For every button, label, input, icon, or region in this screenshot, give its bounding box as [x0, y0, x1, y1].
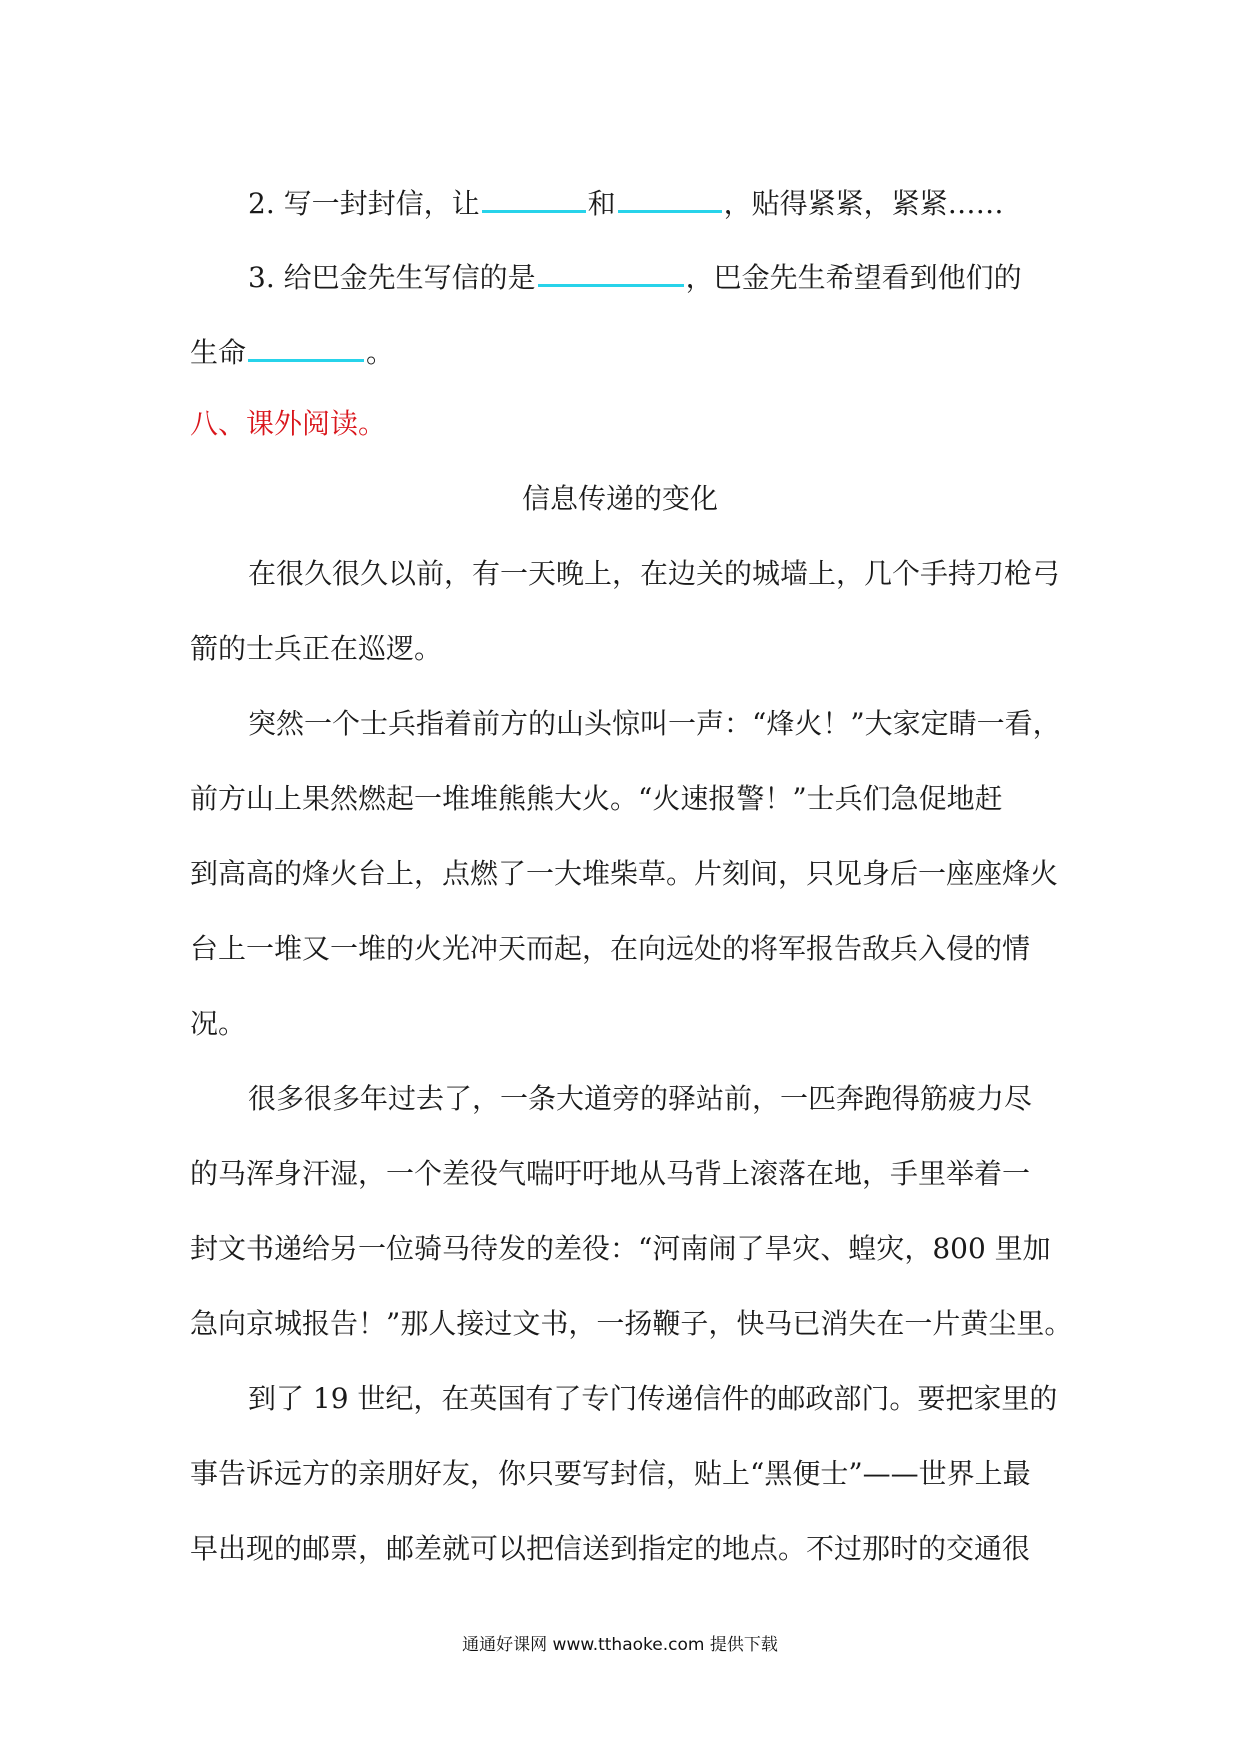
article-title: 信息传递的变化	[521, 482, 718, 515]
article-line: 况。	[190, 1007, 247, 1040]
article-line: 台上一堆又一堆的火光冲天而起，在向远处的将军报告敌兵入侵的情	[190, 932, 1031, 965]
section-heading: 八、课外阅读。	[190, 407, 387, 440]
article-line: 前方山上果然燃起一堆堆熊熊大火。“火速报警！”士兵们急促地赶	[190, 782, 1003, 815]
article-line: 早出现的邮票，邮差就可以把信送到指定的地点。不过那时的交通很	[190, 1532, 1031, 1565]
answer-blank	[482, 180, 586, 213]
question-3-line2-suffix: 。	[366, 336, 395, 369]
article-line: 箭的士兵正在巡逻。	[190, 632, 443, 665]
article-line: 突然一个士兵指着前方的山头惊叫一声：“烽火！”大家定睛一看，	[248, 707, 1061, 740]
question-2-prefix: 2. 写一封封信，让	[248, 187, 480, 220]
question-2	[248, 180, 1004, 224]
article-line: 急向京城报告！”那人接过文书，一扬鞭子，快马已消失在一片黄尘里。	[190, 1307, 1073, 1340]
article-line: 的马浑身汗湿，一个差役气喘吁吁地从马背上滚落在地，手里举着一	[190, 1157, 1031, 1190]
article-line: 到了 19 世纪，在英国有了专门传递信件的邮政部门。要把家里的	[248, 1382, 1058, 1415]
question-3-line2-prefix: 生命	[190, 336, 247, 369]
question-3	[248, 254, 1022, 298]
article-line: 很多很多年过去了，一条大道旁的驿站前，一匹奔跑得筋疲力尽	[248, 1082, 1033, 1115]
question-2-middle: 和	[587, 187, 616, 220]
answer-blank	[618, 180, 722, 213]
question-3-prefix: 3. 给巴金先生写信的是	[248, 261, 536, 294]
article-line: 到高高的烽火台上，点燃了一大堆柴草。片刻间，只见身后一座座烽火	[190, 857, 1059, 890]
page-footer: 通通好课网 www.tthaoke.com 提供下载	[462, 1635, 778, 1655]
question-3-suffix: ，巴金先生希望看到他们的	[685, 261, 1022, 294]
answer-blank	[538, 254, 684, 287]
article-line: 在很久很久以前，有一天晚上，在边关的城墙上，几个手持刀枪弓	[248, 557, 1061, 590]
answer-blank	[248, 329, 364, 362]
article-line: 事告诉远方的亲朋好友，你只要写封信，贴上“黑便士”——世界上最	[190, 1457, 1031, 1490]
question-3-line-2	[190, 329, 394, 373]
article-line: 封文书递给另一位骑马待发的差役：“河南闹了旱灾、蝗灾，800 里加	[190, 1232, 1051, 1265]
question-2-suffix: ，贴得紧紧，紧紧……	[723, 187, 1004, 220]
